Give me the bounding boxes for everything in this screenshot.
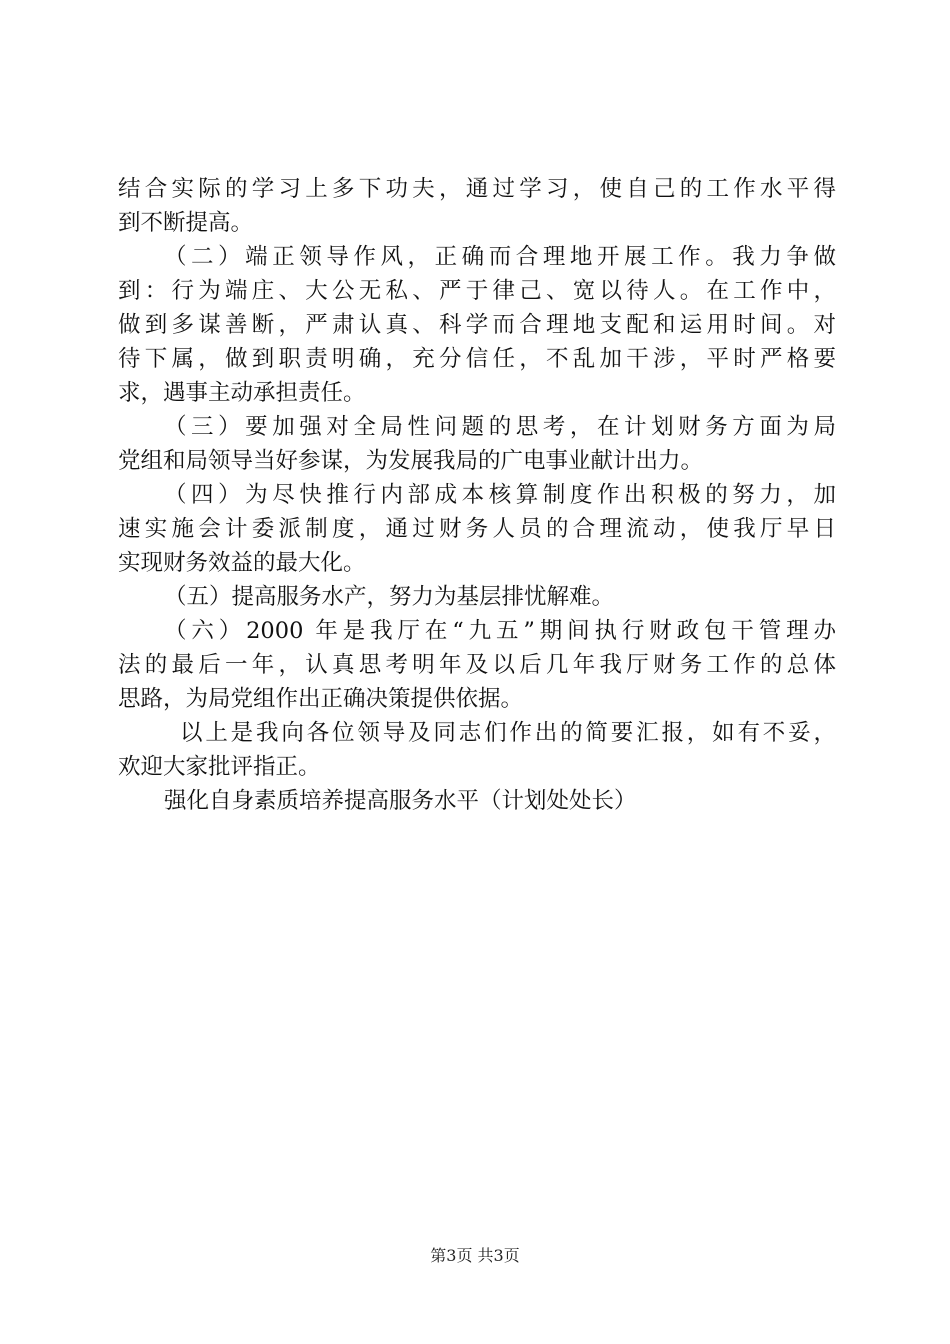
paragraph-line: 思路，为局党组作出正确决策提供依据。 — [118, 686, 524, 712]
paragraph-line: （五）提高服务水产，努力为基层排忧解难。 — [164, 584, 615, 610]
paragraph-study — [118, 172, 836, 240]
page-number: 第3页 共3页 — [430, 1246, 520, 1265]
paragraph-line: 结合实际的学习上多下功夫，通过学习，使自己的工作水平得 — [118, 176, 836, 202]
paragraph-line: 欢迎大家批评指正。 — [118, 754, 321, 780]
paragraph-line: 法的最后一年，认真思考明年及以后几年我厅财务工作的总体 — [118, 652, 836, 678]
paragraph-line: 到：行为端庄、大公无私、严于律己、宽以待人。在工作中， — [118, 278, 836, 304]
paragraph-line: 党组和局领导当好参谋，为发展我局的广电事业献计出力。 — [118, 448, 704, 474]
paragraph-line: 待下属，做到职责明确，充分信任，不乱加干涉，平时严格要 — [118, 346, 836, 372]
paragraph-line: 求，遇事主动承担责任。 — [118, 380, 366, 406]
paragraph-item-5 — [118, 580, 836, 614]
paragraph-line: （六）2000 年是我厅在“九五”期间执行财政包干管理办 — [164, 618, 836, 644]
paragraph-item-4 — [118, 478, 836, 580]
paragraph-closing — [118, 716, 836, 784]
paragraph-line: （二）端正领导作风，正确而合理地开展工作。我力争做 — [164, 244, 836, 270]
document-body — [118, 172, 836, 818]
paragraph-line: 速实施会计委派制度，通过财务人员的合理流动，使我厅早日 — [118, 516, 836, 542]
paragraph-item-6 — [118, 614, 836, 716]
paragraph-line: 实现财务效益的最大化。 — [118, 550, 366, 576]
paragraph-item-2 — [118, 240, 836, 410]
paragraph-line: （四）为尽快推行内部成本核算制度作出积极的努力，加 — [164, 482, 836, 508]
paragraph-line: （三）要加强对全局性问题的思考，在计划财务方面为局 — [164, 414, 836, 440]
paragraph-line: 到不断提高。 — [118, 210, 254, 236]
paragraph-line: 强化自身素质培养提高服务水平（计划处处长） — [164, 788, 637, 814]
document-title-line — [118, 784, 836, 818]
paragraph-item-3 — [118, 410, 836, 478]
paragraph-line: 做到多谋善断，严肃认真、科学而合理地支配和运用时间。对 — [118, 312, 836, 338]
paragraph-line: 以上是我向各位领导及同志们作出的简要汇报，如有不妥， — [180, 720, 836, 746]
